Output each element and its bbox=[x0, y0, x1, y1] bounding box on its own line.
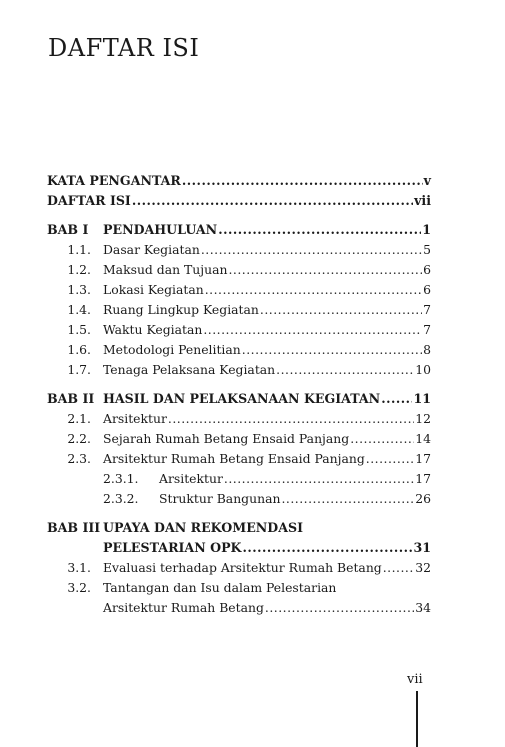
toc-section-cont[interactable] bbox=[47, 600, 431, 620]
toc-section[interactable] bbox=[47, 302, 431, 322]
dot-leader bbox=[281, 491, 414, 506]
section-title-line-1: Tantangan dan Isu dalam Pelestarian bbox=[103, 580, 337, 595]
section-title: Evaluasi terhadap Arsitektur Rumah Betang bbox=[103, 560, 382, 575]
toc-entry-page: 17 bbox=[415, 451, 431, 466]
subsection-number: 2.3.1. bbox=[103, 471, 139, 486]
section-title: Lokasi Kegiatan bbox=[103, 282, 204, 297]
toc-entry-page: 10 bbox=[415, 362, 431, 377]
page-number: vii bbox=[407, 672, 423, 687]
dot-leader bbox=[203, 322, 422, 337]
dot-leader bbox=[350, 431, 414, 446]
chapter-title: PENDAHULUAN bbox=[103, 222, 218, 237]
section-number: 2.1. bbox=[67, 411, 91, 426]
subsection-title: Arsitektur bbox=[159, 471, 223, 486]
section-number: 1.5. bbox=[67, 322, 91, 337]
toc-entry-page: 8 bbox=[423, 342, 431, 357]
toc-section[interactable] bbox=[47, 431, 431, 451]
section-title-line-2: Arsitektur Rumah Betang bbox=[103, 600, 264, 615]
dot-leader bbox=[182, 173, 423, 188]
toc-entry-page: 6 bbox=[423, 262, 431, 277]
toc-chapter-3-cont[interactable] bbox=[47, 540, 431, 560]
toc-entry-page: 31 bbox=[413, 540, 431, 555]
dot-leader bbox=[242, 342, 422, 357]
toc-entry-page: 34 bbox=[415, 600, 431, 615]
toc-entry-page: 14 bbox=[415, 431, 431, 446]
dot-leader bbox=[224, 471, 414, 486]
toc-entry-page: vii bbox=[414, 193, 431, 208]
section-number: 1.3. bbox=[67, 282, 91, 297]
toc-entry-page: 7 bbox=[423, 302, 431, 317]
toc-section[interactable] bbox=[47, 560, 431, 580]
dot-leader bbox=[366, 451, 414, 466]
toc-section[interactable] bbox=[47, 242, 431, 262]
page-title: DAFTAR ISI bbox=[48, 34, 200, 62]
dot-leader bbox=[218, 222, 421, 237]
chapter-number: BAB III bbox=[47, 520, 101, 535]
section-title: Tenaga Pelaksana Kegiatan bbox=[103, 362, 276, 377]
toc-entry-label: DAFTAR ISI bbox=[47, 193, 131, 208]
dot-leader bbox=[381, 391, 412, 406]
dot-leader bbox=[132, 193, 413, 208]
subsection-title: Struktur Bangunan bbox=[159, 491, 281, 506]
toc-entry-page: 17 bbox=[415, 471, 431, 486]
dot-leader bbox=[276, 362, 414, 377]
section-number: 2.2. bbox=[67, 431, 91, 446]
section-number: 3.2. bbox=[67, 580, 91, 595]
section-number: 2.3. bbox=[67, 451, 91, 466]
section-number: 3.1. bbox=[67, 560, 91, 575]
dot-leader bbox=[260, 302, 422, 317]
toc-section[interactable] bbox=[47, 322, 431, 342]
toc-entry-page: 5 bbox=[423, 242, 431, 257]
section-title: Ruang Lingkup Kegiatan bbox=[103, 302, 259, 317]
toc-chapter-3[interactable] bbox=[47, 520, 431, 540]
subsection-number: 2.3.2. bbox=[103, 491, 139, 506]
toc-entry-page: 32 bbox=[415, 560, 431, 575]
section-title: Dasar Kegiatan bbox=[103, 242, 200, 257]
toc-entry-daftar-isi[interactable] bbox=[47, 193, 431, 213]
table-of-contents bbox=[47, 173, 431, 620]
section-title: Waktu Kegiatan bbox=[103, 322, 203, 337]
toc-entry-kata-pengantar[interactable] bbox=[47, 173, 431, 193]
section-title: Arsitektur Rumah Betang Ensaid Panjang bbox=[103, 451, 365, 466]
dot-leader bbox=[228, 262, 422, 277]
toc-chapter-1[interactable] bbox=[47, 222, 431, 242]
toc-section[interactable] bbox=[47, 451, 431, 471]
toc-section[interactable] bbox=[47, 411, 431, 431]
vertical-rule bbox=[416, 691, 418, 747]
toc-section[interactable] bbox=[47, 282, 431, 302]
chapter-number: BAB I bbox=[47, 222, 89, 237]
section-number: 1.4. bbox=[67, 302, 91, 317]
toc-subsection[interactable] bbox=[47, 471, 431, 491]
toc-entry-page: 26 bbox=[415, 491, 431, 506]
chapter-title-line-1: UPAYA DAN REKOMENDASI bbox=[103, 520, 303, 535]
chapter-number: BAB II bbox=[47, 391, 95, 406]
toc-entry-page: v bbox=[423, 173, 431, 188]
section-title: Arsitektur bbox=[103, 411, 167, 426]
toc-entry-page: 6 bbox=[423, 282, 431, 297]
dot-leader bbox=[201, 242, 422, 257]
toc-entry-label: KATA PENGANTAR bbox=[47, 173, 181, 188]
dot-leader bbox=[383, 560, 414, 575]
chapter-title: HASIL DAN PELAKSANAAN KEGIATAN bbox=[103, 391, 381, 406]
section-number: 1.6. bbox=[67, 342, 91, 357]
toc-section[interactable] bbox=[47, 262, 431, 282]
dot-leader bbox=[265, 600, 414, 615]
toc-entry-page: 11 bbox=[413, 391, 431, 406]
toc-chapter-2[interactable] bbox=[47, 391, 431, 411]
section-number: 1.7. bbox=[67, 362, 91, 377]
section-title: Sejarah Rumah Betang Ensaid Panjang bbox=[103, 431, 350, 446]
toc-section[interactable] bbox=[47, 362, 431, 382]
toc-section[interactable] bbox=[47, 342, 431, 362]
section-title: Maksud dan Tujuan bbox=[103, 262, 228, 277]
section-title: Metodologi Penelitian bbox=[103, 342, 241, 357]
dot-leader bbox=[205, 282, 422, 297]
toc-entry-page: 1 bbox=[422, 222, 431, 237]
toc-subsection[interactable] bbox=[47, 491, 431, 511]
chapter-title-line-2: PELESTARIAN OPK bbox=[103, 540, 242, 555]
toc-entry-page: 12 bbox=[415, 411, 431, 426]
section-number: 1.1. bbox=[67, 242, 91, 257]
toc-section[interactable] bbox=[47, 580, 431, 600]
dot-leader bbox=[168, 411, 414, 426]
dot-leader bbox=[242, 540, 412, 555]
section-number: 1.2. bbox=[67, 262, 91, 277]
toc-entry-page: 7 bbox=[423, 322, 431, 337]
